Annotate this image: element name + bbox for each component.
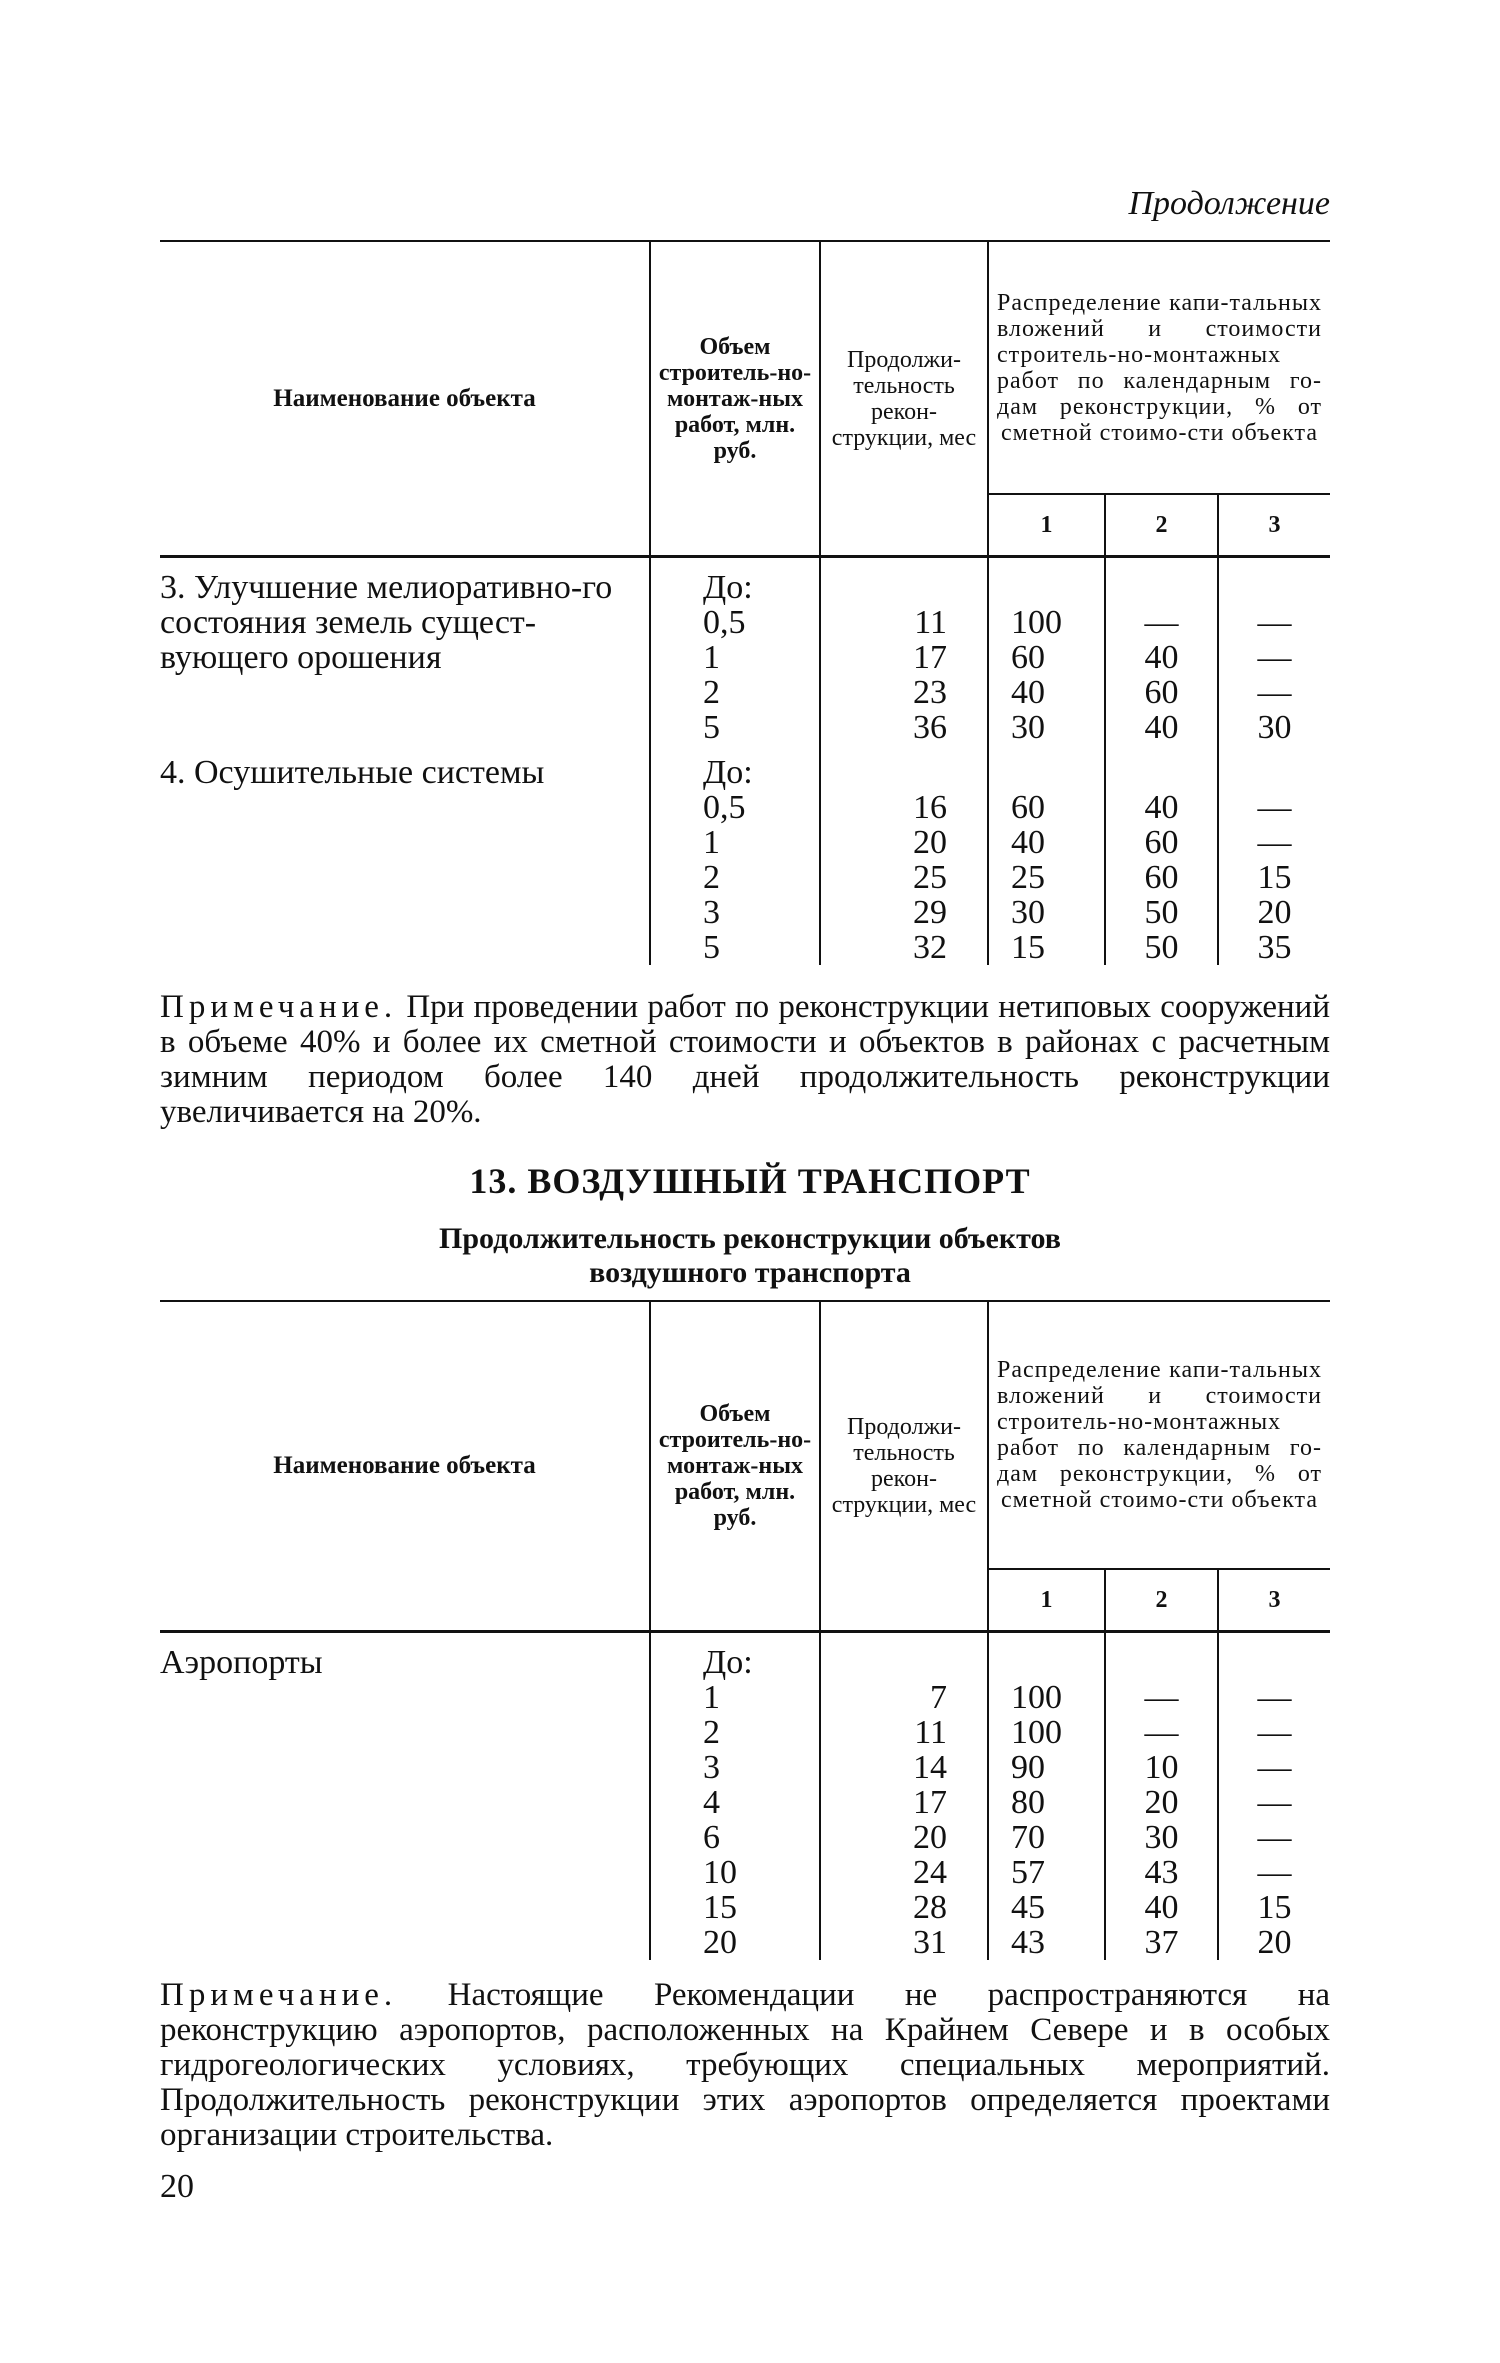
cell-volume: 10	[650, 1855, 820, 1890]
cell-year-3: —	[1218, 825, 1330, 860]
object-name: 4. Осушительные системы	[160, 754, 545, 791]
header-name: Наименование объекта	[273, 1452, 536, 1479]
cell-duration: 31	[820, 1925, 988, 1960]
header-volume: Объем строитель-но-монтаж-ных работ, млн. руб.	[650, 241, 820, 557]
page-number: 20	[160, 2168, 194, 2205]
cell-duration: 16	[820, 790, 988, 825]
object-name: Аэропорты	[160, 1644, 323, 1681]
cell-year-1: 40	[988, 825, 1105, 860]
cell-year-1: 40	[988, 675, 1105, 710]
cell-volume: 4	[650, 1785, 820, 1820]
cell-year-2: 50	[1105, 895, 1218, 930]
prefix: До:	[650, 557, 820, 606]
cell-volume: 1	[650, 640, 820, 675]
cell-duration: 20	[820, 825, 988, 860]
header-distribution: Распределение капи-тальных вложений и стоимости строитель-но-монтажных работ по календарным го-дам реконструкции, % от сметной стоимо-сти объекта	[988, 241, 1330, 494]
cell-year-1: 30	[988, 895, 1105, 930]
cell-volume: 20	[650, 1925, 820, 1960]
cell-volume: 2	[650, 675, 820, 710]
header-year-1: 1	[988, 1569, 1105, 1632]
cell-volume: 2	[650, 860, 820, 895]
table-row	[160, 557, 1330, 606]
cell-volume: 0,5	[650, 605, 820, 640]
cell-year-1: 43	[988, 1925, 1105, 1960]
cell-year-3: —	[1218, 1680, 1330, 1715]
note-text: При проведении работ по реконструкции нетиповых сооружений в объеме 40% и более их сметной стоимости и объектов в районах с расчетным зимним периодом более 140 дней продолжительность реконструкции увеличивается на 20%.	[160, 989, 1330, 1130]
note-1	[160, 990, 1330, 1130]
cell-year-2: 37	[1105, 1925, 1218, 1960]
cell-duration: 32	[820, 930, 988, 965]
cell-duration: 23	[820, 675, 988, 710]
cell-year-3: —	[1218, 1820, 1330, 1855]
header-year-1: 1	[988, 494, 1105, 557]
cell-year-3: —	[1218, 605, 1330, 640]
cell-year-3: —	[1218, 790, 1330, 825]
cell-duration: 20	[820, 1820, 988, 1855]
cell-duration: 36	[820, 710, 988, 745]
cell-year-1: 60	[988, 790, 1105, 825]
cell-volume: 3	[650, 895, 820, 930]
header-year-3: 3	[1218, 1569, 1330, 1632]
cell-duration: 29	[820, 895, 988, 930]
cell-year-1: 60	[988, 640, 1105, 675]
cell-year-3: 30	[1218, 710, 1330, 745]
cell-year-3: —	[1218, 1855, 1330, 1890]
cell-volume: 1	[650, 825, 820, 860]
cell-year-2: 60	[1105, 860, 1218, 895]
cell-duration: 11	[820, 605, 988, 640]
header-distribution: Распределение капи-тальных вложений и стоимости строитель-но-монтажных работ по календарным го-дам реконструкции, % от сметной стоимо-сти объекта	[988, 1301, 1330, 1569]
cell-volume: 2	[650, 1715, 820, 1750]
cell-year-1: 100	[988, 1680, 1105, 1715]
cell-year-2: —	[1105, 605, 1218, 640]
cell-year-3: 20	[1218, 1925, 1330, 1960]
cell-year-2: —	[1105, 1715, 1218, 1750]
cell-volume: 0,5	[650, 790, 820, 825]
cell-duration: 17	[820, 1785, 988, 1820]
cell-year-1: 70	[988, 1820, 1105, 1855]
note-2	[160, 1978, 1330, 2153]
cell-year-1: 30	[988, 710, 1105, 745]
cell-year-1: 15	[988, 930, 1105, 965]
cell-year-1: 100	[988, 605, 1105, 640]
cell-year-2: 40	[1105, 790, 1218, 825]
cell-volume: 5	[650, 710, 820, 745]
continuation-label: Продолжение	[1128, 185, 1330, 222]
cell-year-3: 20	[1218, 895, 1330, 930]
cell-year-3: 15	[1218, 860, 1330, 895]
cell-duration: 11	[820, 1715, 988, 1750]
cell-year-2: 40	[1105, 710, 1218, 745]
cell-year-2: 10	[1105, 1750, 1218, 1785]
cell-year-2: 60	[1105, 825, 1218, 860]
cell-volume: 3	[650, 1750, 820, 1785]
cell-year-1: 57	[988, 1855, 1105, 1890]
cell-year-3: —	[1218, 1785, 1330, 1820]
cell-duration: 24	[820, 1855, 988, 1890]
cell-year-2: 43	[1105, 1855, 1218, 1890]
prefix: До:	[650, 745, 820, 790]
cell-year-3: 35	[1218, 930, 1330, 965]
cell-year-3: 15	[1218, 1890, 1330, 1925]
header-duration: Продолжи-тельность рекон-струкции, мес	[820, 1301, 988, 1632]
table-title: Продолжительность реконструкции объектов воздушного транспорта	[439, 1222, 1061, 1289]
cell-year-2: —	[1105, 1680, 1218, 1715]
header-year-3: 3	[1218, 494, 1330, 557]
cell-year-2: 60	[1105, 675, 1218, 710]
cell-duration: 7	[820, 1680, 988, 1715]
cell-year-3: —	[1218, 640, 1330, 675]
cell-year-3: —	[1218, 1715, 1330, 1750]
cell-volume: 15	[650, 1890, 820, 1925]
section-title: 13. ВОЗДУШНЫЙ ТРАНСПОРТ	[469, 1161, 1031, 1201]
prefix: До:	[650, 1632, 820, 1681]
cell-volume: 5	[650, 930, 820, 965]
cell-year-2: 30	[1105, 1820, 1218, 1855]
cell-year-3: —	[1218, 1750, 1330, 1785]
header-year-2: 2	[1105, 494, 1218, 557]
cell-duration: 25	[820, 860, 988, 895]
table-air-transport	[160, 1300, 1330, 1960]
cell-year-2: 40	[1105, 1890, 1218, 1925]
table-row	[160, 745, 1330, 790]
cell-year-1: 80	[988, 1785, 1105, 1820]
object-name: 3. Улучшение мелиоративно-го состояния земель сущест-вующего орошения	[160, 569, 613, 676]
cell-year-2: 20	[1105, 1785, 1218, 1820]
header-year-2: 2	[1105, 1569, 1218, 1632]
cell-duration: 28	[820, 1890, 988, 1925]
cell-duration: 17	[820, 640, 988, 675]
header-name: Наименование объекта	[273, 384, 536, 412]
cell-year-1: 25	[988, 860, 1105, 895]
cell-year-2: 50	[1105, 930, 1218, 965]
cell-duration: 14	[820, 1750, 988, 1785]
note-label: Примечание.	[160, 1977, 398, 2013]
cell-year-1: 90	[988, 1750, 1105, 1785]
note-label: Примечание.	[160, 989, 398, 1025]
cell-volume: 1	[650, 1680, 820, 1715]
header-volume: Объем строитель-но-монтаж-ных работ, млн. руб.	[650, 1301, 820, 1632]
cell-year-3: —	[1218, 675, 1330, 710]
cell-year-1: 45	[988, 1890, 1105, 1925]
table-melioration	[160, 240, 1330, 965]
note-text: Настоящие Рекомендации не распространяются на реконструкцию аэропортов, расположенных на Крайнем Севере и в особых гидрогеологических условиях, требующих специальных мероприятий. Продолжительность реконструкции этих аэропортов определяется проектами организации строительства.	[160, 1977, 1330, 2153]
cell-year-2: 40	[1105, 640, 1218, 675]
cell-year-1: 100	[988, 1715, 1105, 1750]
table-row	[160, 1632, 1330, 1681]
header-duration: Продолжи-тельность рекон-струкции, мес	[820, 241, 988, 557]
cell-volume: 6	[650, 1820, 820, 1855]
